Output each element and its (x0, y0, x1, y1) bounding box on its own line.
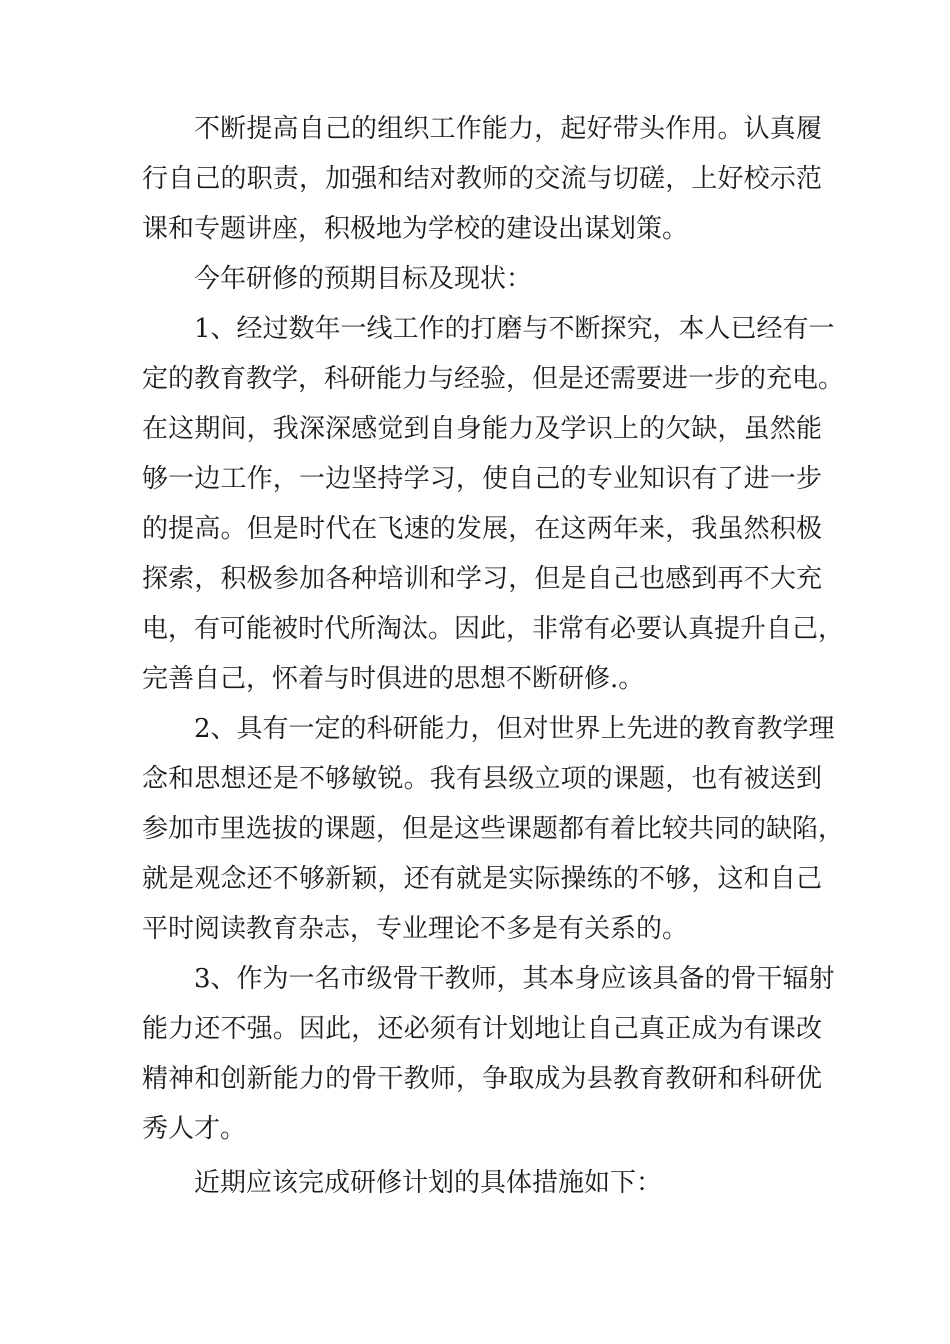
text-line: 电，有可能被时代所淘汰。因此，非常有必要认真提升自己， (142, 614, 845, 644)
paragraph-3 (142, 304, 845, 704)
text-line: 的提高。但是时代在飞速的发展，在这两年来，我虽然积极 (142, 514, 822, 544)
text-line: 够一边工作，一边坚持学习，使自己的专业知识有了进一步 (142, 464, 822, 494)
text-line: 探索，积极参加各种培训和学习，但是自己也感到再不大充 (142, 564, 822, 594)
text-line: 课和专题讲座，积极地为学校的建设出谋划策。 (142, 214, 689, 244)
text-line: 就是观念还不够新颖，还有就是实际操练的不够，这和自己 (142, 864, 822, 894)
text-line: 2、具有一定的科研能力，但对世界上先进的教育教学理 (194, 714, 835, 744)
text-line: 精神和创新能力的骨干教师，争取成为县教育教研和科研优 (142, 1064, 822, 1094)
text-line: 能力还不强。因此，还必须有计划地让自己真正成为有课改 (142, 1014, 822, 1044)
text-line: 1、经过数年一线工作的打磨与不断探究，本人已经有一 (194, 314, 835, 344)
text-line: 参加市里选拔的课题，但是这些课题都有着比较共同的缺陷， (142, 814, 845, 844)
text-line: 完善自己，怀着与时俱进的思想不断研修.。 (142, 664, 645, 694)
text-line: 今年研修的预期目标及现状： (194, 264, 533, 294)
paragraph-1 (142, 104, 822, 254)
text-line: 秀人才。 (142, 1114, 247, 1144)
paragraph-5 (142, 954, 835, 1154)
text-line: 念和思想还是不够敏锐。我有县级立项的课题，也有被送到 (142, 764, 822, 794)
text-line: 定的教育教学，科研能力与经验，但是还需要进一步的充电。 (142, 364, 845, 394)
text-line: 不断提高自己的组织工作能力，起好带头作用。认真履 (194, 114, 822, 144)
paragraph-6 (142, 1158, 822, 1208)
text-line: 近期应该完成研修计划的具体措施如下： (194, 1168, 663, 1198)
text-line: 平时阅读教育杂志，专业理论不多是有关系的。 (142, 914, 689, 944)
text-line: 3、作为一名市级骨干教师，其本身应该具备的骨干辐射 (194, 964, 835, 994)
text-line: 在这期间，我深深感觉到自身能力及学识上的欠缺，虽然能 (142, 414, 822, 444)
paragraph-4 (142, 704, 845, 954)
paragraph-2 (142, 254, 822, 304)
text-line: 行自己的职责，加强和结对教师的交流与切磋，上好校示范 (142, 164, 822, 194)
